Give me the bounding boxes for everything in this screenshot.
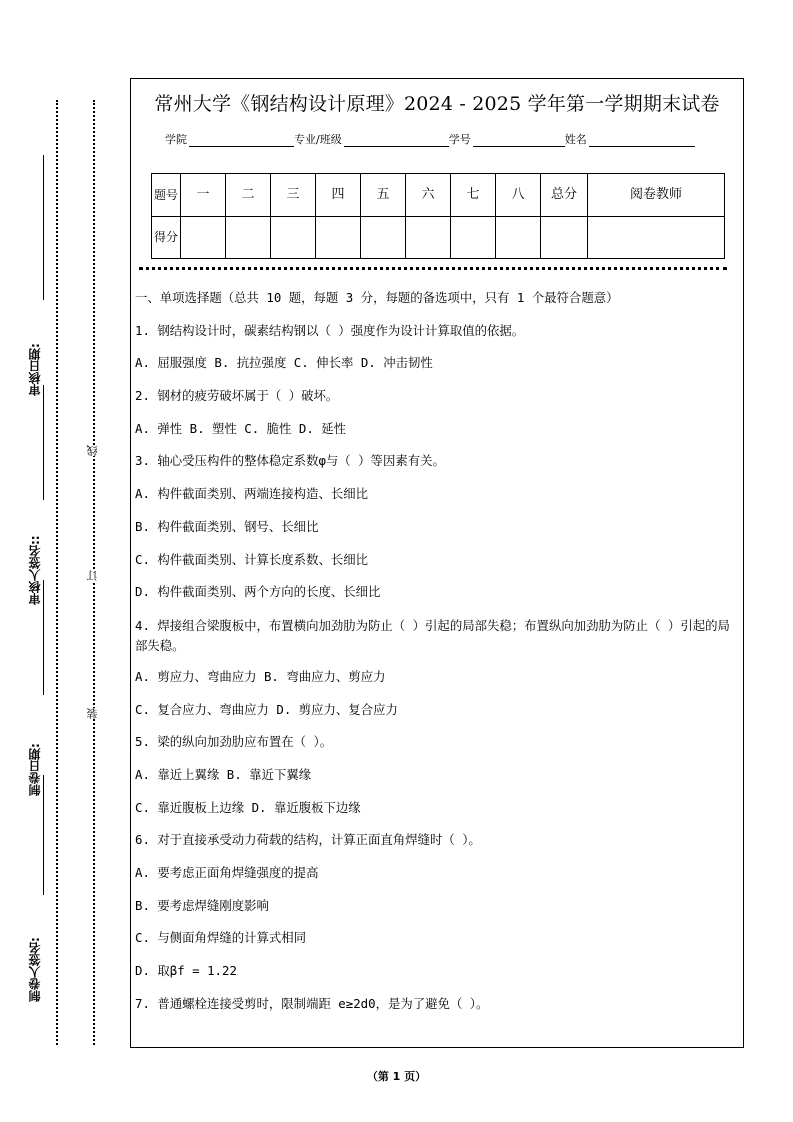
option-line: A. 弹性 B. 塑性 C. 脆性 D. 延性 <box>135 420 347 436</box>
score-cell-grader[interactable] <box>588 216 725 259</box>
score-table-score-row <box>152 216 725 259</box>
score-col-5: 五 <box>361 174 406 217</box>
option-line: A. 要考虑正面角焊缝强度的提高 <box>135 865 319 880</box>
binding-char-line: 线 <box>86 445 102 456</box>
question-line: 4. 焊接组合梁腹板中，布置横向加劲肋为防止（ ）引起的局部失稳；布置纵向加劲肋为防止（ ）引起的局部失稳。 <box>135 617 730 653</box>
margin-dotted-line-outer <box>56 100 58 1045</box>
score-table-header-row <box>152 174 725 217</box>
dotted-separator <box>139 267 727 270</box>
student-id-label: 学号 <box>448 133 471 146</box>
option-line: C. 与侧面角焊缝的计算式相同 <box>135 930 307 946</box>
section-single-choice <box>135 289 739 1027</box>
score-col-3: 三 <box>271 174 316 217</box>
option-line: B. 要考虑焊缝刚度影响 <box>135 897 269 913</box>
score-cell[interactable] <box>406 216 451 259</box>
margin-review-date-label: 审核日期: <box>28 343 42 397</box>
score-col-1: 一 <box>181 174 226 217</box>
review-date-blank[interactable] <box>43 155 44 300</box>
binding-char-order: 订 <box>86 570 102 581</box>
college-field[interactable] <box>189 134 294 147</box>
margin-reviewer-sign-label: 审核人签名:: <box>28 535 42 605</box>
score-col-4: 四 <box>316 174 361 217</box>
option-line: A. 屈服强度 B. 抗拉强度 C. 伸长率 D. 冲击韧性 <box>135 355 433 371</box>
major-label: 专业/班级 <box>294 133 342 146</box>
exam-frame <box>130 78 744 1048</box>
maker-sign-blank[interactable] <box>43 775 44 895</box>
option-line: A. 剪应力、弯曲应力 B. 弯曲应力、剪应力 <box>135 668 386 684</box>
question-line: 2. 钢材的疲劳破坏属于（ ）破坏。 <box>135 388 339 404</box>
score-cell[interactable] <box>226 216 271 259</box>
score-cell[interactable] <box>316 216 361 259</box>
exam-title: 常州大学《钢结构设计原理》2024 - 2025 学年第一学期期末试卷 <box>154 93 720 115</box>
margin-made-date-label: 制卷日期: <box>28 743 42 797</box>
student-id-field[interactable] <box>473 134 565 147</box>
score-col-6: 六 <box>406 174 451 217</box>
option-line: D. 构件截面类别、两个方向的长度、长细比 <box>135 584 381 600</box>
score-cell[interactable] <box>181 216 226 259</box>
option-line: C. 构件截面类别、计算长度系数、长细比 <box>135 551 369 567</box>
option-line: C. 靠近腹板上边缘 D. 靠近腹板下边缘 <box>135 799 361 815</box>
question-line: 5. 梁的纵向加劲肋应布置在（ ）。 <box>135 734 333 750</box>
made-date-blank[interactable] <box>43 580 44 695</box>
question-line: 3. 轴心受压构件的整体稳定系数φ与（ ）等因素有关。 <box>135 453 445 469</box>
reviewer-sign-blank[interactable] <box>43 385 44 500</box>
option-line: C. 复合应力、弯曲应力 D. 剪应力、复合应力 <box>135 701 398 717</box>
page-number: （第 1 页） <box>366 1070 427 1083</box>
score-col-total: 总分 <box>541 174 588 217</box>
score-table-row-label: 得分 <box>152 216 181 259</box>
student-info-line <box>165 131 695 147</box>
score-table <box>151 173 725 259</box>
score-cell[interactable] <box>271 216 316 259</box>
question-line: 7. 普通螺栓连接受剪时，限制端距 e≥2d0，是为了避免（ ）。 <box>135 995 489 1011</box>
option-line: A. 构件截面类别、两端连接构造、长细比 <box>135 486 369 502</box>
question-line: 1. 钢结构设计时，碳素结构钢以（ ）强度作为设计计算取值的依据。 <box>135 322 525 338</box>
score-cell-total[interactable] <box>541 216 588 259</box>
score-cell[interactable] <box>361 216 406 259</box>
option-line: D. 取βf = 1.22 <box>135 963 237 979</box>
section-heading: 一、单项选择题（总共 10 题，每题 3 分，每题的备选项中，只有 1 个最符合题意） <box>135 290 619 305</box>
name-label: 姓名 <box>564 133 587 146</box>
score-cell[interactable] <box>451 216 496 259</box>
score-col-8: 八 <box>496 174 541 217</box>
binding-char-fix: 装 <box>86 708 102 719</box>
score-table-row-label: 题号 <box>152 174 181 217</box>
major-field[interactable] <box>344 134 449 147</box>
option-line: B. 构件截面类别、钢号、长细比 <box>135 518 319 534</box>
name-field[interactable] <box>589 134 695 147</box>
college-label: 学院 <box>165 133 187 146</box>
score-col-grader: 阅卷教师 <box>588 174 725 217</box>
score-cell[interactable] <box>496 216 541 259</box>
score-col-7: 七 <box>451 174 496 217</box>
question-line: 6. 对于直接承受动力荷载的结构，计算正面直角焊缝时（ ）。 <box>135 832 481 848</box>
margin-maker-sign-label: 制卷人签名: <box>28 937 42 1003</box>
score-col-2: 二 <box>226 174 271 217</box>
option-line: A. 靠近上翼缘 B. 靠近下翼缘 <box>135 766 312 782</box>
